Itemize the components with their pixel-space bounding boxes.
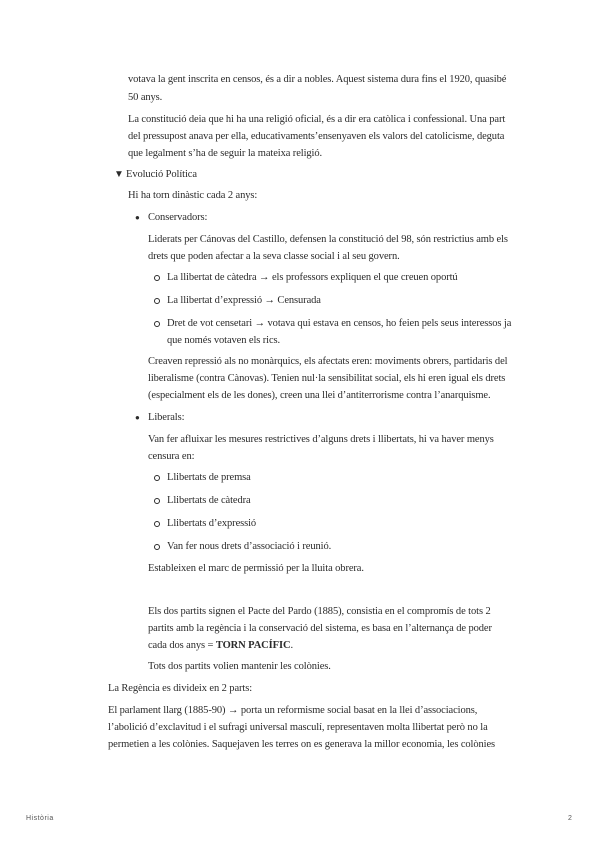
bullet-icon: ● [135,213,140,222]
religion-line-1: La constitució deia que hi ha una religió oficial, és a dir era catòlica i confessional. Una part [128,114,506,125]
liberals-desc-line-2: censura en: [148,451,195,462]
liberals-item-3: Llibertats d’expressió [167,518,257,529]
pacte-line-3 [148,637,293,655]
regencia-line-2: l’abolició d’exclavitud i el sufragi universal masculí, representaven molta llibertat però no la [108,722,488,733]
regencia-line-3: permetien a les colònies. Saquejaven les terres on es generava la millor economia, les colònies [108,739,496,750]
repression-line-1: Creaven repressió als no monàrquics, els afectats eren: moviments obrers, partidaris del [148,356,508,367]
circle-bullet-icon [154,544,160,550]
liberals-desc-line-1: Van fer afluixar les mesures restrictives d’alguns drets i llibertats, hi va haver menys [148,434,494,445]
religion-line-2: del pressupost anava per ella, educativaments’ensenyaven els valors del catolicisme, deguta [128,131,505,142]
circle-bullet-icon [154,275,160,281]
conservadors-label: Conservadors: [148,212,208,223]
circle-bullet-icon [154,475,160,481]
circle-bullet-icon [154,498,160,504]
torn-text: Hi ha torn dinàstic cada 2 anys: [128,190,258,201]
pacte-colonies: Tots dos partits volien mantenir les colònies. [148,661,331,672]
pacte-line-3-prefix: cada dos anys = [148,640,216,651]
conservadors-item-3-line-1: Dret de vot censetari → votava qui estava en censos, ho feien pels seus interessos ja [167,318,512,329]
bullet-icon: ● [135,413,140,422]
circle-bullet-icon [154,521,160,527]
intro-line-2: 50 anys. [128,92,163,103]
intro-line-1: votava la gent inscrita en censos, és a dir a nobles. Aquest sistema dura fins el 1920, quasibé [128,74,507,85]
pacte-line-1: Els dos partits signen el Pacte del Pardo (1885), consistia en el compromís de tots 2 [148,606,491,617]
pacte-line-2: partits amb la regència i la conservació del sistema, es basa en l’alternança de poder [148,623,492,634]
torn-pacific-bold: TORN PACÍFIC [215,640,291,651]
liberals-closing: Estableixen el marc de permissió per la lluita obrera. [148,563,364,574]
footer-page-number: 2 [568,815,573,822]
pacte-line-3-suffix: . [290,640,293,651]
toggle-label: Evolució Política [126,169,197,180]
liberals-item-1: Llibertats de premsa [167,472,251,483]
circle-bullet-icon [154,321,160,327]
liberals-label: Liberals: [148,412,185,423]
circle-bullet-icon [154,298,160,304]
liberals-item-2: Llibertats de càtedra [167,495,251,506]
repression-line-3: (especialment els de les dones), creen una llei d’antiterrorisme contra l’anarquisme. [148,390,491,401]
conservadors-item-2: La llibertat d’expressió → Censurada [167,295,321,306]
regencia-heading: La Regència es divideix en 2 parts: [108,683,253,694]
liberals-item-4: Van fer nous drets d’associació i reunió. [167,541,332,552]
conservadors-item-1: La llibertat de càtedra → els professors expliquen el que creuen oportú [167,272,458,283]
conservadors-desc-line-2: drets que poden afectar a la seva classe social i al seu govern. [148,251,400,262]
regencia-line-1: El parlament llarg (1885-90) → porta un reformisme social basat en la llei d’associacions, [108,705,478,716]
conservadors-item-3-line-2: que només votaven els rics. [167,335,281,346]
religion-line-3: que legalment s’ha de seguir la mateixa religió. [128,148,323,159]
footer-title: Història [26,815,54,822]
toggle-triangle-icon[interactable]: ▼ [114,169,124,180]
repression-line-2: liberalisme (contra Cànovas). Tenien nul·la sensibilitat social, els hi eren igual els drets [148,373,506,384]
conservadors-desc-line-1: Liderats per Cánovas del Castillo, defensen la constitució del 98, són restrictius amb els [148,234,508,245]
